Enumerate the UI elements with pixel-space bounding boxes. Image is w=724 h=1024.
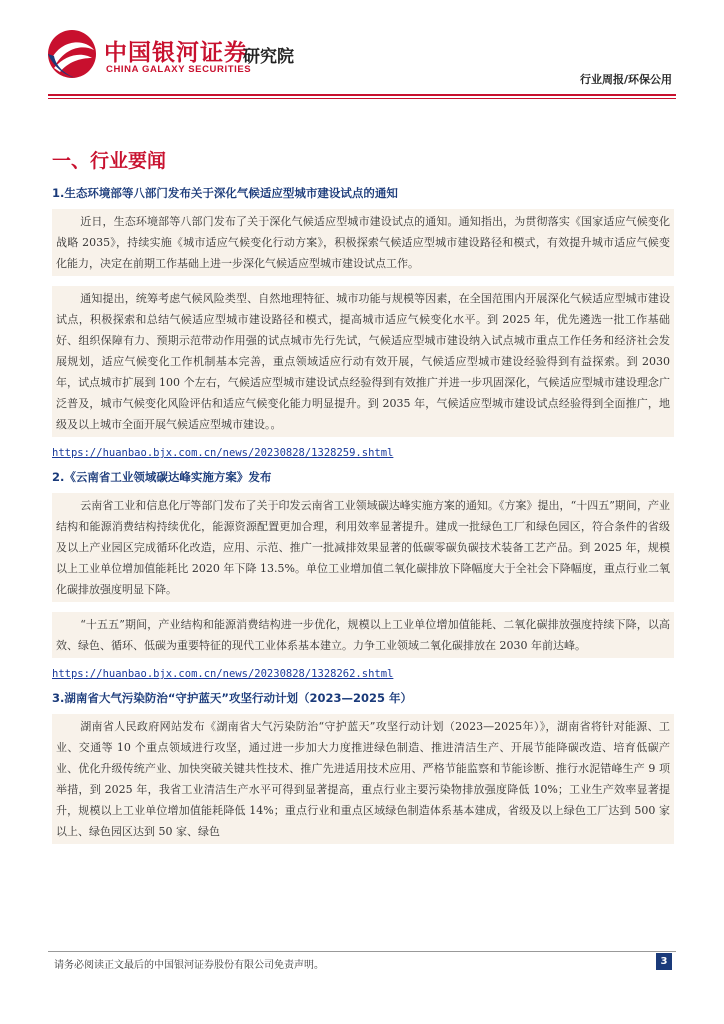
news-item-title: 1.生态环境部等八部门发布关于深化气候适应型城市建设试点的通知 — [52, 186, 398, 200]
footer-disclaimer: 请务必阅读正文最后的中国银河证券股份有限公司免责声明。 — [54, 960, 324, 971]
news-item — [52, 690, 674, 844]
news-item — [52, 185, 674, 459]
news-item-title: 2.《云南省工业领域碳达峰实施方案》发布 — [52, 470, 272, 484]
news-paragraph: 近日，生态环境部等八部门发布了关于深化气候适应型城市建设试点的通知。通知指出，为贯彻落实《国家适应气候变化战略 2035》，持续实施《城市适应气候变化行动方案》，积极探索气候适应型城市建设路径和模式，有效提升城市适应气候变化能力，决定在前期工作基础上进一步深化气候适应型城市建设试点工作。 — [52, 209, 674, 276]
header-divider — [48, 94, 676, 96]
galaxy-logo-icon — [46, 28, 98, 80]
news-paragraph: “十五五”期间，产业结构和能源消费结构进一步优化，规模以上工业单位增加值能耗、二氧化碳排放强度持续下降，以高效、绿色、循环、低碳为重要特征的现代工业体系基本建立。力争工业领域二氧化碳排放在 2030 年前达峰。 — [52, 612, 674, 658]
news-paragraph: 云南省工业和信息化厅等部门发布了关于印发云南省工业领域碳达峰实施方案的通知。《方案》提出，“十四五”期间，产业结构和能源消费结构持续优化，能源资源配置更加合理，利用效率显著提升。建成一批绿色工厂和绿色园区，符合条件的省级及以上产业园区完成循环化改造，应用、示范、推广一批减排效果显著的低碳零碳负碳技术装备工艺产品。到 2025 年，规模以上工业单位增加值能耗比 2020 年下降 13.5%。单位工业增加值二氧化碳排放下降幅度大于全社会下降幅度，重点行业二氧化碳排放强度明显下降。 — [52, 493, 674, 602]
institute-label: 研究院 — [243, 47, 294, 67]
news-item-title: 3.湖南省大气污染防治“守护蓝天”攻坚行动计划（2023—2025 年） — [52, 691, 413, 705]
news-source-link[interactable]: https://huanbao.bjx.com.cn/news/20230828/1328262.shtml — [52, 668, 394, 680]
footer-divider — [48, 951, 676, 952]
header-divider-thin — [48, 98, 676, 99]
news-paragraph: 湖南省人民政府网站发布《湖南省大气污染防治“守护蓝天”攻坚行动计划（2023—2025年）》，湖南省将针对能源、工业、交通等 10 个重点领域进行攻坚，通过进一步加大力度推进绿色制造、推进清洁生产、开展节能降碳改造、培育低碳产业、优化升级传统产业、加快突破关键共性技术、推广先进适用技术应用、严格节能监察和节能诊断、推行水泥错峰生产 9 项举措，到 2025 年，我省工业清洁生产水平可得到显著提高，重点行业主要污染物排放强度降低 10%；工业生产效率显著提升，规模以上工业单位增加值能耗降低 14%；重点行业和重点区域绿色制造体系基本建成，省级及以上绿色工厂达到 500 家以上、绿色园区达到 50 家、绿色 — [52, 714, 674, 844]
logo-english-text: CHINA GALAXY SECURITIES — [106, 64, 252, 75]
news-source-link[interactable]: https://huanbao.bjx.com.cn/news/20230828/1328259.shtml — [52, 447, 394, 459]
logo-chinese-text: 中国银河证券 — [104, 40, 248, 66]
news-paragraph: 通知提出，统筹考虑气候风险类型、自然地理特征、城市功能与规模等因素，在全国范围内开展深化气候适应型城市建设试点，积极探索和总结气候适应型城市建设路径和模式，提高城市适应气候变化水平。到 2025 年，优先遴选一批工作基础好、组织保障有力、预期示范带动作用强的试点城市先行先试，气候适应型城市建设纳入试点城市重点工作任务和经济社会发展规划，适应气候变化工作机制基本完善，重点领域适应行动有效开展，气候适应型城市建设经验得到有益探索。到 2030 年，试点城市扩展到 100 个左右，气候适应型城市建设试点经验得到有效推广并进一步巩固深化，气候适应型城市建设理念广泛普及，城市气候变化风险评估和适应气候变化能力明显提升。到 2035 年，气候适应型城市建设试点经验得到全面推广，地级及以上城市全面开展气候适应型城市建设。。 — [52, 286, 674, 437]
news-item — [52, 469, 674, 680]
page-number: 3 — [656, 953, 672, 970]
section-title: 一、行业要闻 — [52, 150, 167, 172]
report-type-label: 行业周报/环保公用 — [579, 73, 672, 86]
main-content — [52, 146, 674, 854]
